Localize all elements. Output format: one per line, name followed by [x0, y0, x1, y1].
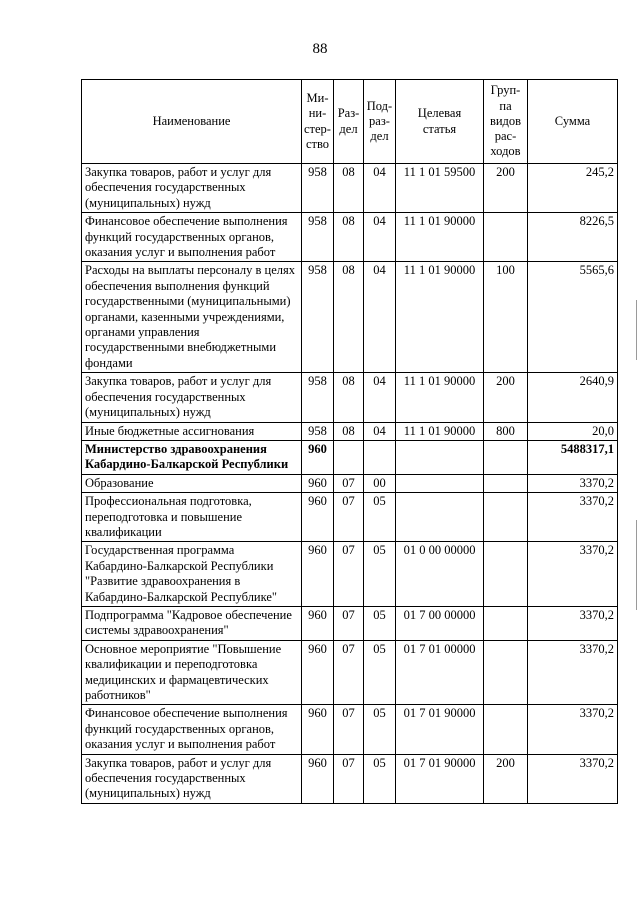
cell-section: 07: [334, 542, 364, 607]
cell-amount: 5565,6: [528, 262, 618, 373]
budget-table: [81, 79, 618, 804]
table-row: [82, 640, 618, 705]
cell-expense-group: [484, 542, 528, 607]
cell-section: 07: [334, 474, 364, 492]
cell-name: Министерство здравоохранения Кабардино-Балкарской Республики: [82, 440, 302, 474]
table-row: [82, 164, 618, 213]
cell-ministry: 960: [302, 474, 334, 492]
cell-target-article: 01 7 00 00000: [396, 606, 484, 640]
cell-subsection: 04: [364, 422, 396, 440]
cell-ministry: 958: [302, 422, 334, 440]
cell-name: Финансовое обеспечение выполнения функций государственных органов, оказания услуг и выполнения работ: [82, 213, 302, 262]
scan-edge-mark: [636, 520, 637, 610]
cell-section: 07: [334, 606, 364, 640]
cell-expense-group: 200: [484, 164, 528, 213]
table-row: [82, 493, 618, 542]
header-section: Раз- дел: [334, 80, 364, 164]
cell-subsection: 05: [364, 754, 396, 803]
cell-expense-group: [484, 606, 528, 640]
cell-name: Закупка товаров, работ и услуг для обеспечения государственных (муниципальных) нужд: [82, 373, 302, 422]
cell-name: Образование: [82, 474, 302, 492]
cell-amount: 3370,2: [528, 493, 618, 542]
table-row: [82, 422, 618, 440]
cell-target-article: 01 7 01 90000: [396, 754, 484, 803]
table-row: [82, 705, 618, 754]
cell-expense-group: 200: [484, 754, 528, 803]
cell-subsection: 00: [364, 474, 396, 492]
cell-subsection: 05: [364, 705, 396, 754]
cell-ministry: 960: [302, 705, 334, 754]
cell-section: 08: [334, 422, 364, 440]
cell-expense-group: [484, 213, 528, 262]
cell-amount: 5488317,1: [528, 440, 618, 474]
cell-amount: 3370,2: [528, 754, 618, 803]
cell-subsection: 04: [364, 373, 396, 422]
cell-target-article: 11 1 01 90000: [396, 213, 484, 262]
table-row: [82, 213, 618, 262]
cell-target-article: 01 7 01 90000: [396, 705, 484, 754]
cell-section: 08: [334, 164, 364, 213]
cell-amount: 3370,2: [528, 542, 618, 607]
table-row: [82, 262, 618, 373]
cell-amount: 2640,9: [528, 373, 618, 422]
cell-section: 08: [334, 373, 364, 422]
cell-section: 08: [334, 213, 364, 262]
cell-subsection: 05: [364, 493, 396, 542]
cell-name: Иные бюджетные ассигнования: [82, 422, 302, 440]
header-amount: Сумма: [528, 80, 618, 164]
table-header-row: [82, 80, 618, 164]
cell-expense-group: 100: [484, 262, 528, 373]
scan-edge-mark: [636, 300, 637, 360]
cell-name: Основное мероприятие "Повышение квалификации и переподготовка медицинских и фармацевтических работников": [82, 640, 302, 705]
cell-ministry: 960: [302, 606, 334, 640]
header-expense-group: Груп- па видов рас- ходов: [484, 80, 528, 164]
cell-subsection: 05: [364, 542, 396, 607]
cell-ministry: 960: [302, 754, 334, 803]
cell-section: 07: [334, 493, 364, 542]
table-row: [82, 606, 618, 640]
cell-expense-group: [484, 705, 528, 754]
header-target-article: Целевая статья: [396, 80, 484, 164]
cell-target-article: [396, 493, 484, 542]
cell-name: Закупка товаров, работ и услуг для обеспечения государственных (муниципальных) нужд: [82, 754, 302, 803]
cell-ministry: 960: [302, 493, 334, 542]
cell-target-article: [396, 474, 484, 492]
cell-ministry: 960: [302, 640, 334, 705]
cell-target-article: 11 1 01 90000: [396, 373, 484, 422]
cell-ministry: 960: [302, 542, 334, 607]
cell-name: Государственная программа Кабардино-Балкарской Республики "Развитие здравоохранения в Кабардино-Балкарской Республике": [82, 542, 302, 607]
cell-ministry: 958: [302, 164, 334, 213]
cell-section: 07: [334, 705, 364, 754]
cell-amount: 3370,2: [528, 606, 618, 640]
header-name: Наименование: [82, 80, 302, 164]
cell-section: 08: [334, 262, 364, 373]
cell-amount: 3370,2: [528, 705, 618, 754]
cell-target-article: [396, 440, 484, 474]
table-row: [82, 474, 618, 492]
table-row: [82, 754, 618, 803]
page-number: 88: [312, 41, 328, 57]
cell-name: Подпрограмма "Кадровое обеспечение системы здравоохранения": [82, 606, 302, 640]
cell-subsection: 04: [364, 164, 396, 213]
cell-name: Профессиональная подготовка, переподготовка и повышение квалификации: [82, 493, 302, 542]
cell-subsection: 05: [364, 606, 396, 640]
cell-target-article: 11 1 01 90000: [396, 422, 484, 440]
cell-section: 07: [334, 640, 364, 705]
cell-expense-group: [484, 493, 528, 542]
cell-subsection: 05: [364, 640, 396, 705]
cell-subsection: 04: [364, 262, 396, 373]
header-subsection: Под- раз- дел: [364, 80, 396, 164]
cell-ministry: 960: [302, 440, 334, 474]
cell-expense-group: 200: [484, 373, 528, 422]
cell-name: Финансовое обеспечение выполнения функций государственных органов, оказания услуг и выполнения работ: [82, 705, 302, 754]
cell-target-article: 01 7 01 00000: [396, 640, 484, 705]
cell-subsection: [364, 440, 396, 474]
table-row: [82, 373, 618, 422]
cell-name: Расходы на выплаты персоналу в целях обеспечения выполнения функций государственными (муниципальными) органами, казенными учреждениями, органами управления государственными внебюджетными фондами: [82, 262, 302, 373]
header-ministry: Ми- ни- стер- ство: [302, 80, 334, 164]
cell-expense-group: [484, 640, 528, 705]
cell-target-article: 01 0 00 00000: [396, 542, 484, 607]
cell-ministry: 958: [302, 213, 334, 262]
cell-subsection: 04: [364, 213, 396, 262]
cell-amount: 3370,2: [528, 640, 618, 705]
cell-section: 07: [334, 754, 364, 803]
table-row: [82, 542, 618, 607]
cell-section: [334, 440, 364, 474]
cell-amount: 8226,5: [528, 213, 618, 262]
cell-target-article: 11 1 01 59500: [396, 164, 484, 213]
cell-amount: 245,2: [528, 164, 618, 213]
cell-amount: 3370,2: [528, 474, 618, 492]
table-row: [82, 440, 618, 474]
cell-expense-group: [484, 474, 528, 492]
cell-expense-group: [484, 440, 528, 474]
cell-target-article: 11 1 01 90000: [396, 262, 484, 373]
cell-expense-group: 800: [484, 422, 528, 440]
cell-amount: 20,0: [528, 422, 618, 440]
cell-ministry: 958: [302, 262, 334, 373]
cell-name: Закупка товаров, работ и услуг для обеспечения государственных (муниципальных) нужд: [82, 164, 302, 213]
cell-ministry: 958: [302, 373, 334, 422]
